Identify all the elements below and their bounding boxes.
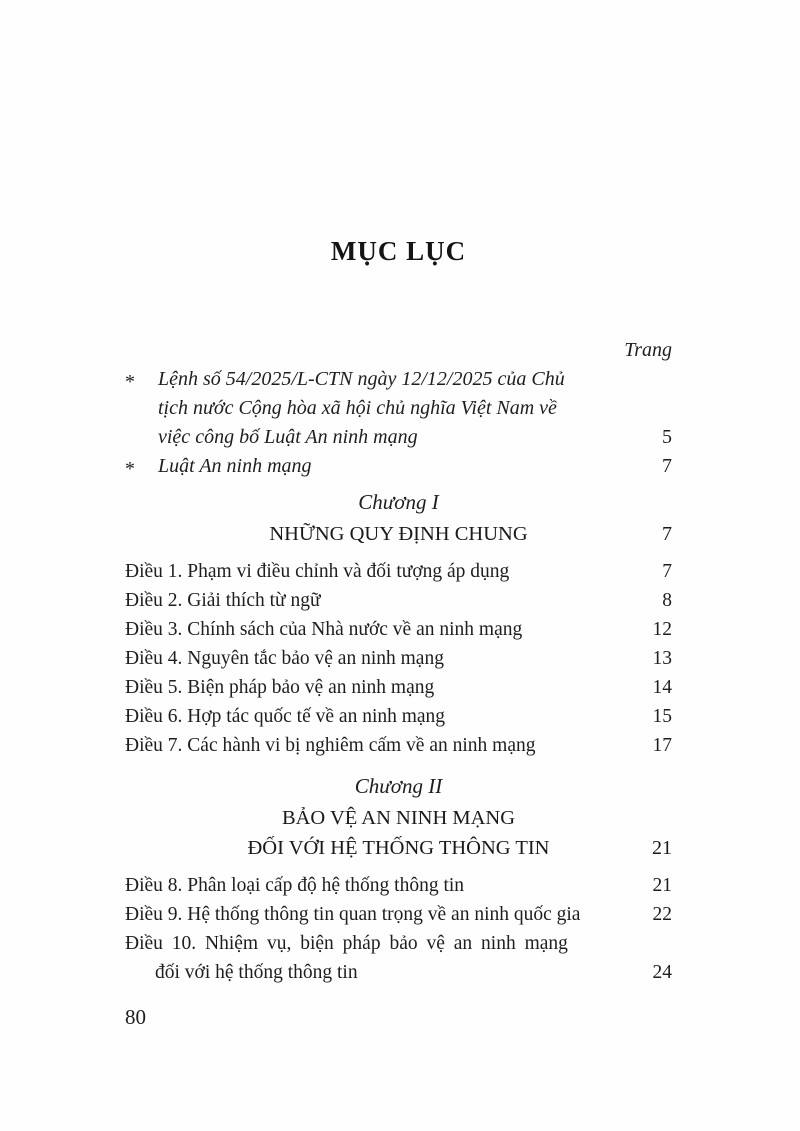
toc-entry-line-text: Luật An ninh mạng (158, 455, 312, 477)
chapter-2-title-line1: BẢO VỆ AN NINH MẠNG (281, 807, 516, 829)
asterisk-bullet: * (125, 458, 135, 480)
toc-article-5 (125, 673, 672, 702)
chapter-1-label: Chương I (358, 490, 439, 514)
page-number: 22 (652, 904, 672, 925)
article-text: Điều 6. Hợp tác quốc tế về an ninh mạng (125, 706, 446, 727)
page-number: 7 (662, 455, 672, 477)
page-number: 21 (652, 875, 672, 896)
article-text: Điều 9. Hệ thống thông tin quan trọng về an ninh quốc gia (125, 904, 581, 925)
page-number: 15 (652, 706, 672, 727)
toc-entry-law (125, 452, 672, 484)
chapter-1-title-text: NHỮNG QUY ĐỊNH CHUNG (269, 523, 528, 545)
page-number: 8 (662, 590, 672, 611)
page-number: 7 (662, 561, 672, 582)
article-text: Điều 10. Nhiệm vụ, biện pháp bảo vệ an ninh mạng (125, 933, 568, 954)
toc-article-9 (125, 900, 672, 929)
toc-entry-line: tịch nước Cộng hòa xã hội chủ nghĩa Việt Nam về (158, 397, 557, 419)
toc-entry-line-text: việc công bố Luật An ninh mạng (158, 426, 418, 448)
toc-entry-decree (125, 365, 672, 452)
article-text: Điều 7. Các hành vi bị nghiêm cấm về an ninh mạng (125, 735, 536, 756)
page-number: 14 (652, 677, 672, 698)
article-text: Điều 4. Nguyên tắc bảo vệ an ninh mạng (125, 648, 444, 669)
toc-article-4 (125, 644, 672, 673)
toc-entry-text (158, 365, 672, 452)
page-column-header: Trang (624, 339, 672, 361)
toc-entry-line: Lệnh số 54/2025/L-CTN ngày 12/12/2025 của Chủ (158, 368, 565, 390)
toc-article-10 (125, 929, 672, 958)
article-text: Điều 2. Giải thích từ ngữ (125, 590, 321, 611)
toc-article-10-continuation (125, 958, 672, 987)
page-number: 13 (652, 648, 672, 669)
page-number: 5 (662, 426, 672, 448)
toc-article-2 (125, 586, 672, 615)
page-number: 17 (652, 735, 672, 756)
toc-article-8 (125, 871, 672, 900)
chapter-2-title-text: ĐỐI VỚI HỆ THỐNG THÔNG TIN (247, 837, 550, 859)
toc-entry-line (158, 452, 672, 481)
asterisk-bullet: * (125, 371, 135, 393)
chapter-2-title-line2 (125, 833, 672, 863)
toc-article-6 (125, 702, 672, 731)
chapter-2-label: Chương II (354, 774, 443, 798)
page-number: 21 (652, 837, 672, 859)
article-continuation-text: đối với hệ thống thông tin (155, 962, 358, 983)
toc-article-1 (125, 557, 672, 586)
toc-article-3 (125, 615, 672, 644)
article-text: Điều 1. Phạm vi điều chỉnh và đối tượng áp dụng (125, 561, 510, 582)
toc-entry-line (158, 423, 672, 452)
page-number: 12 (652, 619, 672, 640)
chapter-1-title (125, 519, 672, 549)
toc-content (125, 0, 672, 1032)
article-text: Điều 3. Chính sách của Nhà nước về an ninh mạng (125, 619, 523, 640)
page-number: 7 (662, 523, 672, 545)
article-text: Điều 8. Phân loại cấp độ hệ thống thông tin (125, 875, 465, 896)
article-text: Điều 5. Biện pháp bảo vệ an ninh mạng (125, 677, 435, 698)
page-number: 24 (652, 962, 672, 983)
toc-article-7 (125, 731, 672, 760)
footer-page-number: 80 (125, 1005, 146, 1029)
page-title: MỤC LỤC (330, 236, 467, 266)
toc-entry-text (158, 452, 672, 484)
